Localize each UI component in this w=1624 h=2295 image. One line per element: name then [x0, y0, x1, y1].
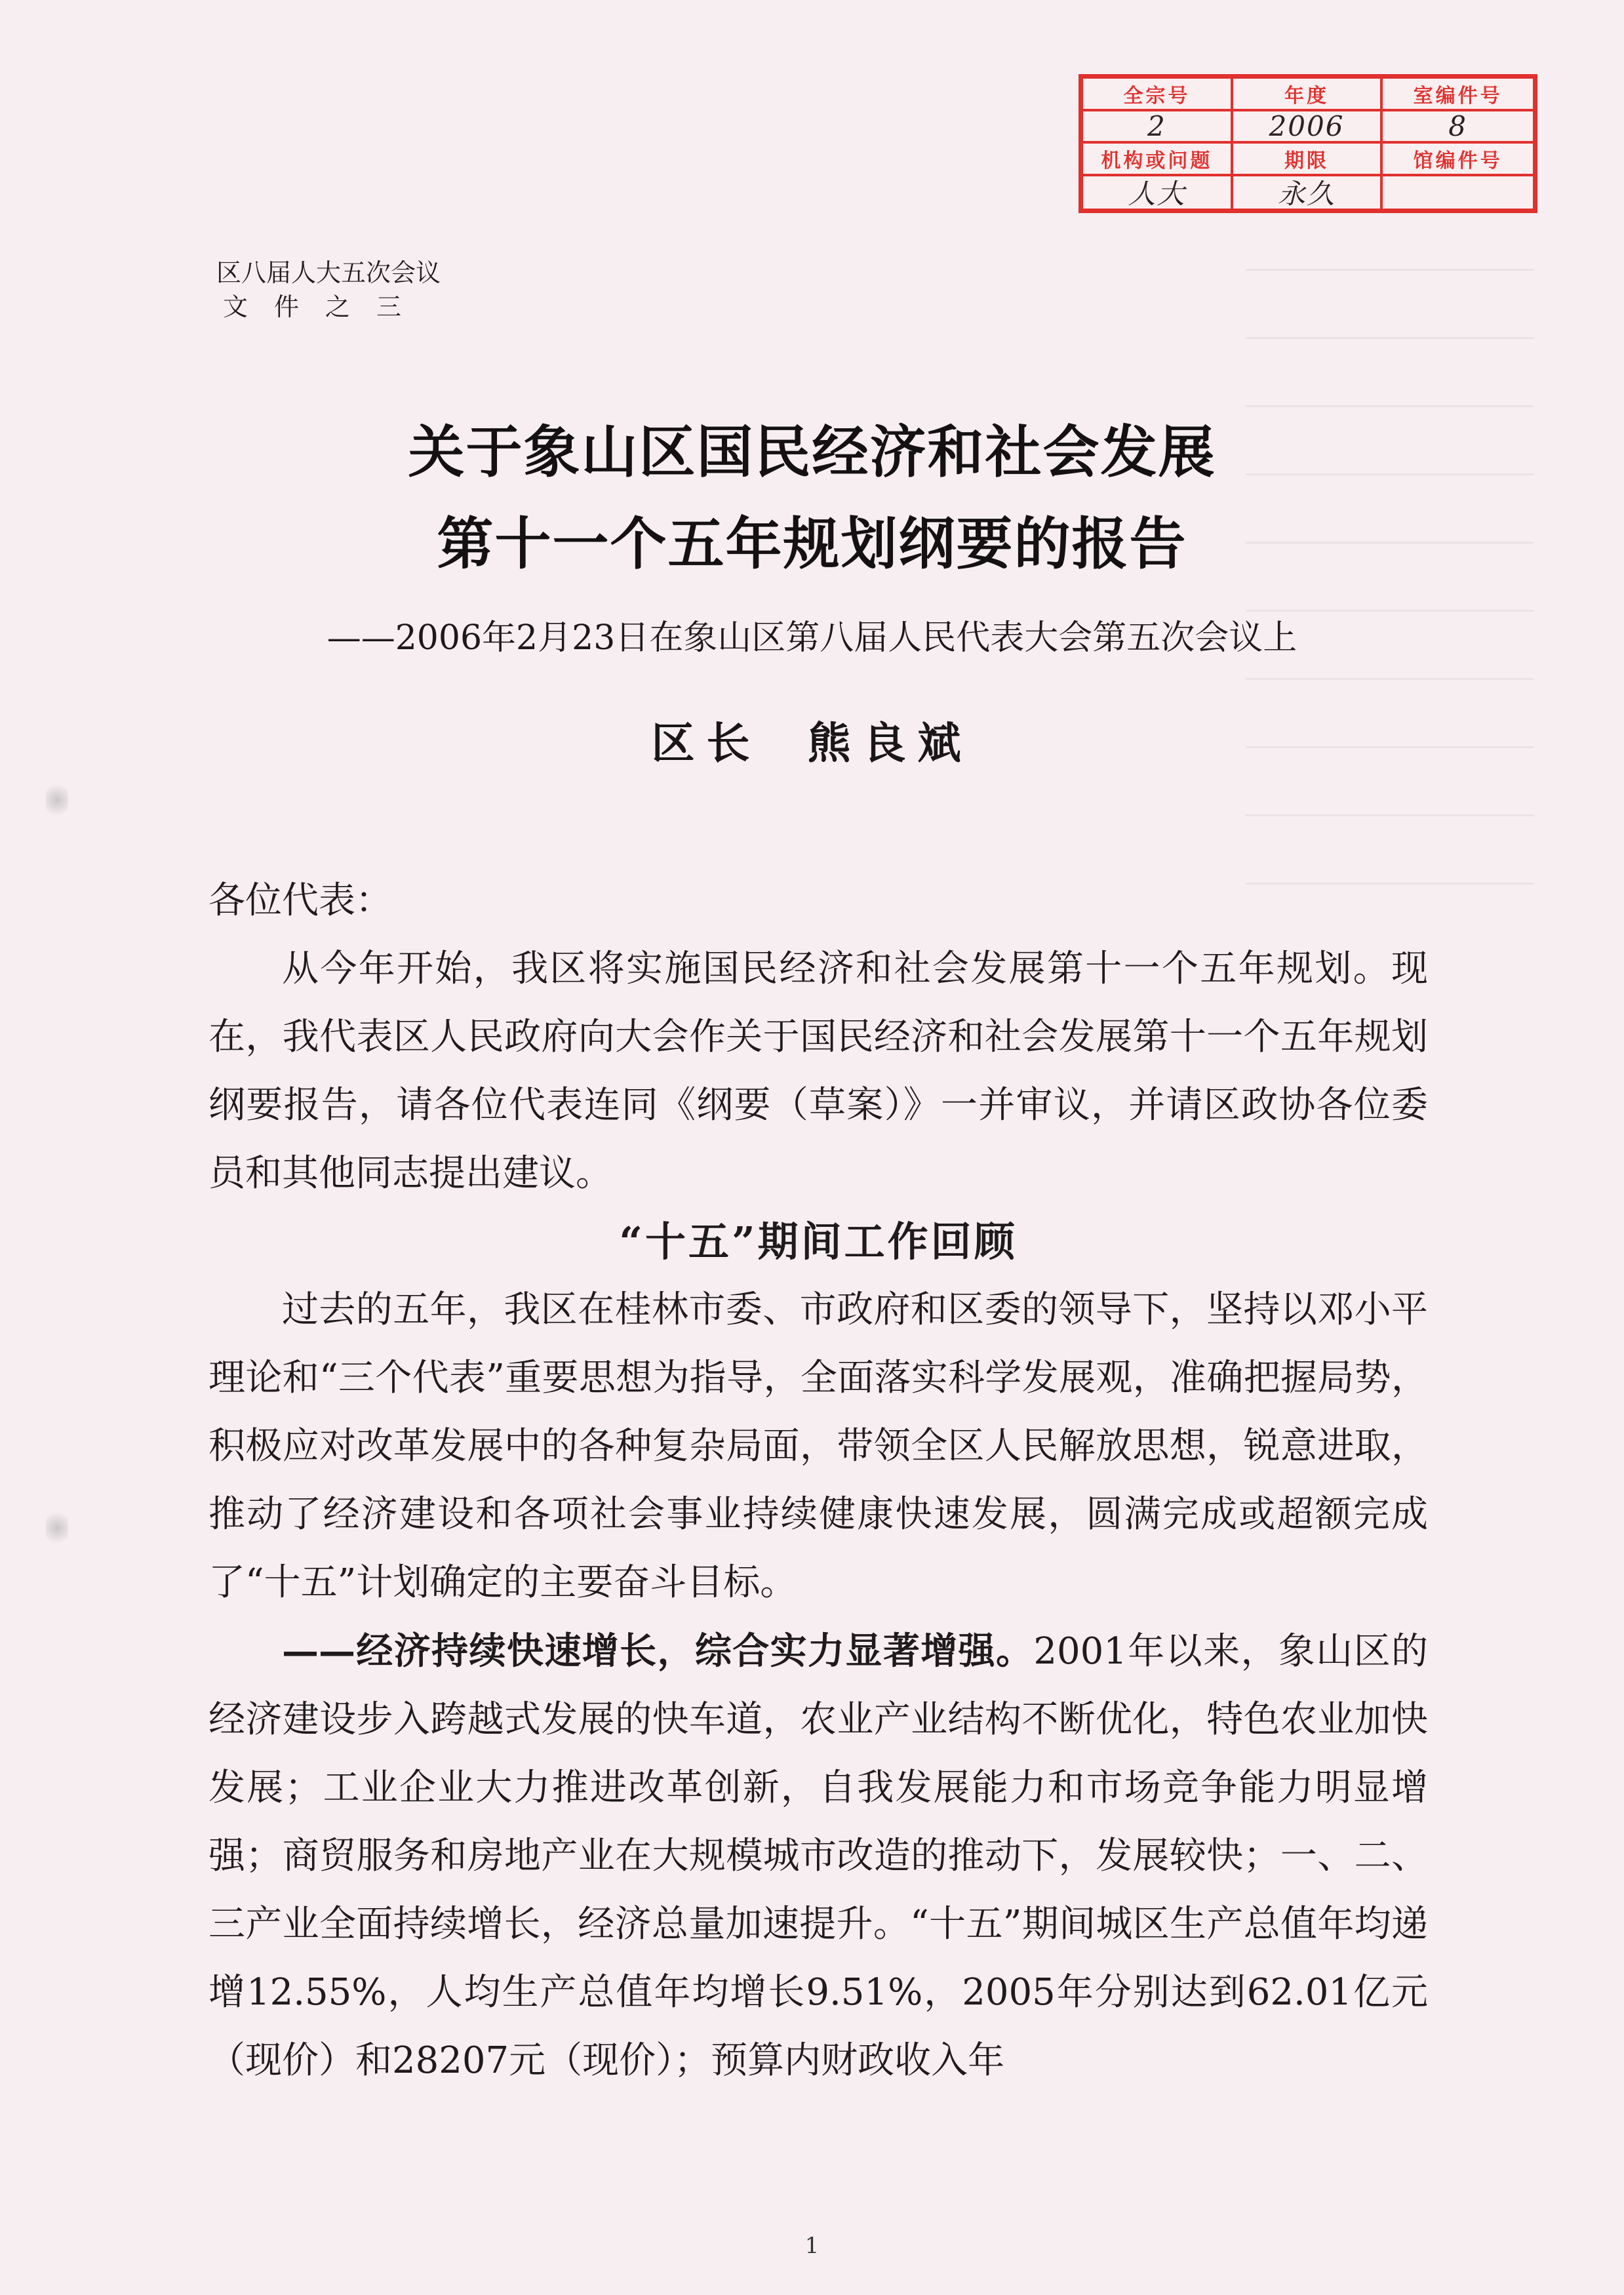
stamp-value-room-item-no: 8: [1383, 111, 1533, 144]
section-heading: “十五”期间工作回顾: [619, 1218, 1018, 1266]
salutation: 各位代表：: [208, 879, 392, 922]
archive-stamp-grid: [1083, 79, 1533, 209]
stamp-header-fonds-no: 全宗号: [1083, 79, 1233, 111]
meeting-document-label: [216, 256, 441, 324]
ghost-line: [1246, 814, 1534, 816]
body-paragraph: [208, 1617, 1428, 2095]
stamp-value-year: 2006: [1233, 111, 1383, 144]
ghost-line: [1246, 337, 1534, 339]
ghost-line: [1246, 269, 1534, 271]
stamp-header-organization: 机构或问题: [1083, 144, 1233, 176]
author-name: 熊良斌: [807, 717, 973, 768]
paragraph-lead-heading: ——经济持续快速增长，综合实力显著增强。: [282, 1629, 1034, 1673]
binding-hole-mark: [46, 780, 68, 820]
meeting-label-line2: 文件之三: [223, 292, 428, 321]
body-paragraph: 过去的五年，我区在桂林市委、市政府和区委的领导下，坚持以邓小平理论和“三个代表”重要思想为指导，全面落实科学发展观，准确把握局势，积极应对改革发展中的各种复杂局面，带领全区人民解放思想，锐意进取，推动了经济建设和各项社会事业持续健康快速发展，圆满完成或超额完成了“十五”计划确定的主要奋斗目标。: [208, 1288, 1428, 1604]
stamp-header-archive-item-no: 馆编件号: [1383, 144, 1533, 176]
stamp-value-organization: 人大: [1083, 176, 1233, 209]
body-paragraph: 从今年开始，我区将实施国民经济和社会发展第十一个五年规划。现在，我代表区人民政府向大会作关于国民经济和社会发展第十一个五年规划纲要报告，请各位代表连同《纲要（草案）》一并审议，并请区政协各位委员和其他同志提出建议。: [208, 948, 1428, 1195]
ghost-line: [1246, 678, 1534, 680]
binding-hole-mark: [46, 1508, 68, 1547]
archive-stamp: [1079, 74, 1537, 213]
stamp-header-year: 年度: [1233, 79, 1383, 111]
stamp-header-room-item-no: 室编件号: [1383, 79, 1533, 111]
report-subtitle: ——2006年2月23日在象山区第八届人民代表大会第五次会议上: [327, 618, 1297, 658]
meeting-label-line1: 区八届人大五次会议: [216, 258, 441, 287]
report-body: [208, 867, 1428, 2095]
stamp-value-archive-item-no: [1383, 176, 1533, 209]
report-title-line1: 关于象山区国民经济和社会发展: [408, 419, 1216, 485]
stamp-value-fonds-no: 2: [1083, 111, 1233, 144]
author-role: 区长: [651, 717, 762, 768]
stamp-value-retention: 永久: [1233, 176, 1383, 209]
paragraph-text: 2001年以来，象山区的经济建设步入跨越式发展的快车道，农业产业结构不断优化，特色农业加快发展；工业企业大力推进改革创新，自我发展能力和市场竞争能力明显增强；商贸服务和房地产业在大规模城市改造的推动下，发展较快；一、二、三产业全面持续增长，经济总量加速提升。“十五”期间城区生产总值年均递增12.55%，人均生产总值年均增长9.51%，2005年分别达到62.01亿元（现价）和28207元（现价）；预算内财政收入年: [208, 1630, 1429, 2082]
stamp-header-retention: 期限: [1233, 144, 1383, 176]
author-line: [0, 708, 1624, 770]
page-number: 1: [804, 2233, 820, 2259]
report-title-line2: 第十一个五年规划纲要的报告: [437, 511, 1187, 577]
